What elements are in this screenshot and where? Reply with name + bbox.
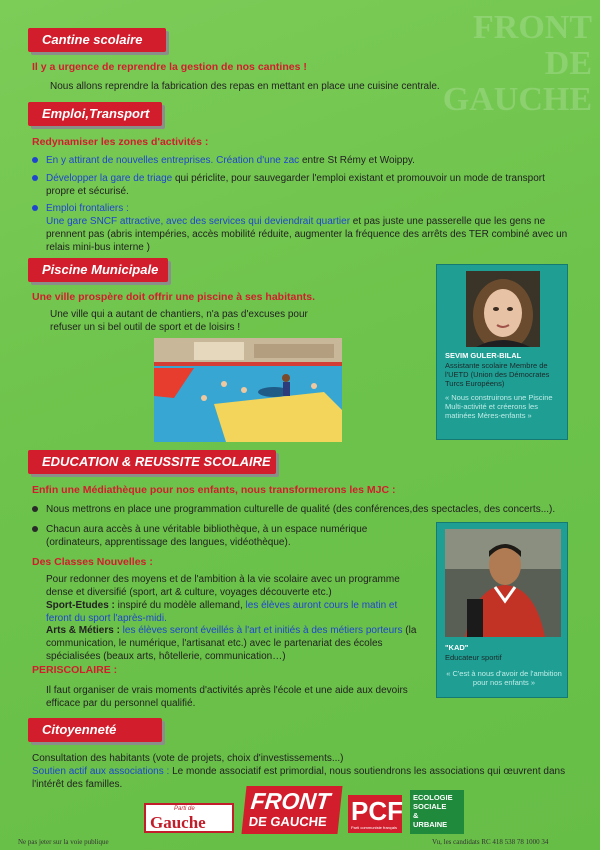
sport-etudes-label: Sport-Etudes : (46, 600, 115, 611)
section-title-emploi: Emploi,Transport (28, 102, 162, 126)
logo-text: SOCIALE (413, 802, 447, 811)
piscine-text: Une ville qui a autant de chantiers, n'a pas d'excuses pour refuser un si bel outil de sport et de loisirs ! (50, 309, 308, 333)
emploi-frontaliers-text: et pas juste une passerelle que les gens ne prennent pas (abris intempéries, accès mobilité réduite, augmenter la fréquence des arrêts des TER combiné avec un relais mini-bus interne ) (46, 216, 568, 253)
classes-title: Des Classes Nouvelles : (32, 556, 153, 568)
section-title-education: EDUCATION & REUSSITE SCOLAIRE (28, 450, 276, 474)
candidate-quote: « C'est à nous d'avoir de l'ambition pour nos enfants » (446, 669, 562, 687)
logo-text: FRONT (249, 788, 332, 814)
logo-text: DE GAUCHE (248, 814, 328, 829)
footer-registration: Vu, les candidats RC 418 538 78 1000 34 (432, 838, 549, 846)
candidate-role: Educateur sportif (445, 653, 502, 662)
sport-etudes-desc: inspiré du modèle allemand, (114, 600, 246, 611)
cantine-text: Nous allons reprendre la fabrication des repas en mettant en place une cuisine centrale. (50, 81, 440, 92)
education-item-programmation: Nous mettrons en place une programmation culturelle de qualité (des conférences,des spectacles, des concerts...). (46, 504, 556, 515)
front-de-gauche-logo (241, 786, 342, 834)
candidate-name: "KAD" (445, 643, 469, 652)
emploi-item-zac-text: entre St Rémy et Woippy. (299, 155, 415, 166)
footer-disclaimer: Ne pas jeter sur la voie publique (18, 838, 109, 846)
candidate-role: Assistante scolaire Membre de l'UETD (Union des Démocrates Turcs Européens) (445, 361, 550, 388)
section-title-cantine: Cantine scolaire (28, 28, 166, 52)
education-headline: Enfin une Médiathèque pour nos enfants, nous transformerons les MJC : (32, 484, 396, 496)
piscine-headline: Une ville prospère doit offrir une piscine à ses habitants. (32, 291, 315, 303)
ecologie-sociale-urbaine-logo (410, 790, 464, 834)
emploi-item-gare-text: qui périclite, pour sauvegarder l'emploi existant et promouvoir un mode de transport propre et sécurisé. (46, 173, 545, 197)
emploi-frontaliers-label: Emploi frontaliers : (46, 203, 129, 214)
bullet-icon (32, 157, 38, 163)
candidate-card-sevim (436, 264, 568, 440)
candidate-photo (466, 271, 540, 347)
emploi-frontaliers-highlight: Une gare SNCF attractive, avec des services qui deviendrait quartier (46, 216, 351, 227)
citoyennete-associations-text: Le monde associatif est primordial, nous soutiendrons les associations qui œuvrent dans l'intérêt des familles. (32, 766, 566, 790)
section-title-citoyennete: Citoyenneté (28, 718, 162, 742)
section-title-piscine: Piscine Municipale (28, 258, 168, 282)
pcf-logo (348, 795, 402, 833)
classes-text: Pour redonner des moyens et de l'ambition à la vie scolaire avec un programme dense et diversifié (sport, art & culture, voyages découverte etc.) (46, 574, 400, 598)
citoyennete-consultation: Consultation des habitants (vote de projets, choix d'investissements...) (32, 753, 344, 764)
cantine-headline: Il y a urgence de reprendre la gestion de nos cantines ! (32, 61, 307, 73)
periscolaire-title: PERISCOLAIRE : (32, 664, 118, 676)
candidate-name: SEVIM GULER-BILAL (445, 351, 522, 360)
education-item-bibliotheque: Chacun aura accès à une véritable bibliothèque, à un espace numérique (ordinateurs, apprentissage des langues, vidéothèque). (46, 524, 368, 548)
swimming-pool-photo (154, 338, 342, 442)
bullet-icon (32, 526, 38, 532)
arts-metiers-desc: (la communication, le numérique, l'artisanat etc.) avec le partenariat des écoles spécialisées (beaux arts, hôtellerie, communication…) (46, 625, 417, 662)
arts-metiers-label: Arts & Métiers : (46, 625, 120, 636)
sport-etudes-text (46, 599, 418, 625)
bullet-icon (32, 506, 38, 512)
logo-text: Parti de (174, 806, 195, 812)
emploi-item-gare-highlight: Développer la gare de triage (46, 173, 173, 184)
logo-text (413, 793, 453, 829)
bullet-icon (32, 205, 38, 211)
logo-text: URBAINE (413, 820, 448, 829)
arts-metiers-text (46, 624, 418, 663)
emploi-item-frontaliers (46, 202, 572, 254)
arts-metiers-highlight: les élèves seront éveillés à l'art et initiés à des métiers porteurs (119, 625, 403, 636)
candidate-quote: « Nous construirons une Piscine Multi-activité et créerons les matinées Mères-enfants » (445, 393, 553, 420)
logo-text: ECOLOGIE (413, 793, 453, 802)
emploi-item-gare (46, 172, 572, 198)
background-watermark: FRONT DE GAUCHE (442, 9, 592, 118)
parti-de-gauche-logo (144, 803, 234, 833)
logo-text: Gauche (150, 813, 206, 832)
sport-etudes-highlight: les élèves auront cours le matin et feront du sport l'après-midi. (46, 600, 398, 624)
candidate-photo (445, 529, 561, 637)
logo-text: & (413, 811, 419, 820)
citoyennete-associations-label: Soutien actif aux associations : (32, 766, 170, 777)
periscolaire-text: Il faut organiser de vrais moments d'activités après l'école et une aide aux devoirs efficace par du personnel qualifié. (46, 685, 408, 709)
logo-text: PCF (351, 796, 403, 826)
emploi-item-zac-highlight: En y attirant de nouvelles entreprises. Création d'une zac (46, 155, 300, 166)
bullet-icon (32, 175, 38, 181)
emploi-headline: Redynamiser les zones d'activités : (32, 136, 209, 148)
logo-text: Parti communiste français (351, 825, 398, 830)
emploi-item-zac (46, 154, 566, 167)
candidate-card-kad (436, 522, 568, 698)
